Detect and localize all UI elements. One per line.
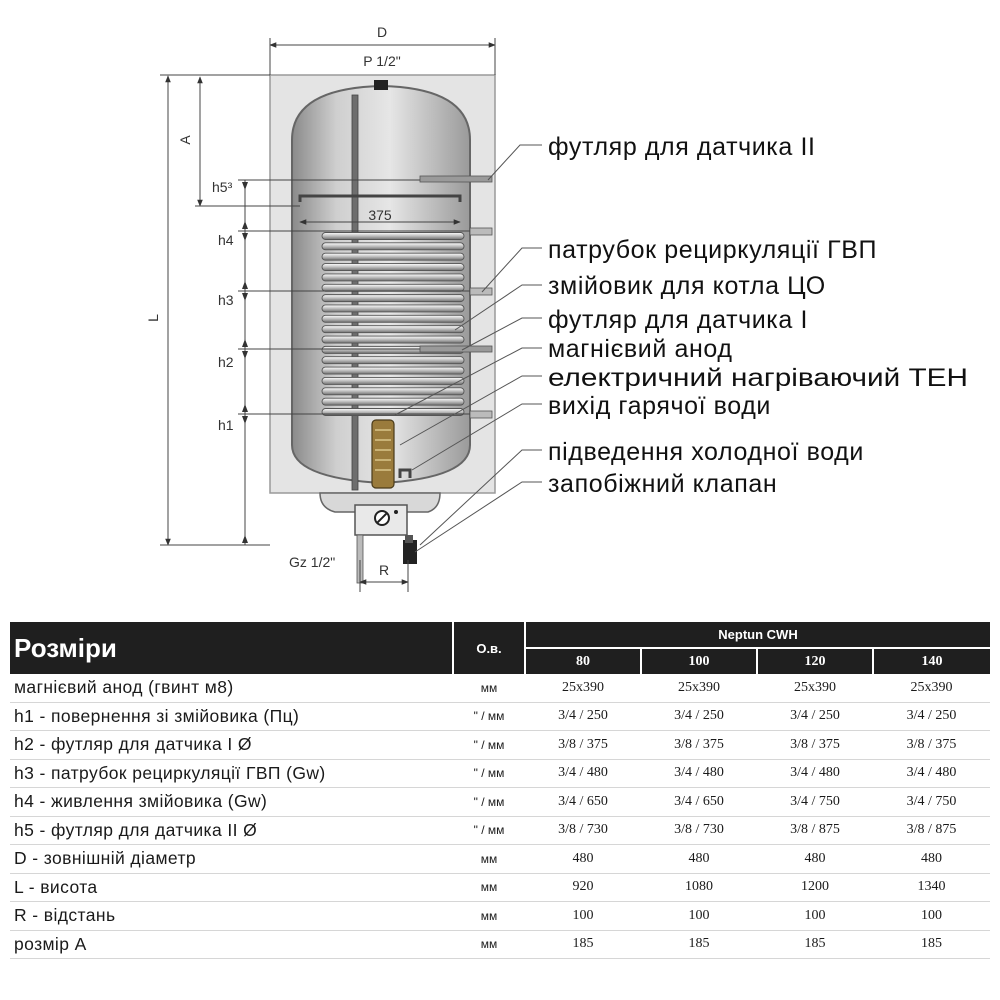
coil-turn — [322, 377, 464, 384]
param-value: 100 — [641, 902, 757, 931]
param-value: 1080 — [641, 873, 757, 902]
param-value: 25x390 — [641, 674, 757, 702]
param-value: 3/8 / 375 — [641, 731, 757, 760]
param-value: 25x390 — [525, 674, 641, 702]
param-value: 3/4 / 250 — [641, 702, 757, 731]
param-unit: " / мм — [453, 759, 525, 788]
table-row — [10, 902, 990, 931]
param-value: 185 — [641, 930, 757, 959]
param-name: h2 - футляр для датчика I Ø — [10, 731, 453, 760]
coil-turn — [322, 336, 464, 343]
dim-h5: h5³ — [212, 179, 233, 195]
unit-header: О.в. — [453, 622, 525, 674]
param-value: 3/4 / 750 — [873, 788, 990, 817]
param-value: 1340 — [873, 873, 990, 902]
coil-turn — [322, 357, 464, 364]
coil-turn — [322, 253, 464, 260]
coil-turn — [322, 295, 464, 302]
sensor-pocket-2 — [420, 176, 492, 182]
param-value: 185 — [757, 930, 873, 959]
label-sensor-pocket-2: футляр для датчика II — [548, 133, 816, 161]
param-value: 3/4 / 250 — [873, 702, 990, 731]
nozzle-h1 — [470, 411, 492, 418]
param-value: 480 — [641, 845, 757, 874]
param-value: 3/8 / 375 — [525, 731, 641, 760]
dim-h3: h3 — [218, 292, 234, 308]
param-unit: мм — [453, 873, 525, 902]
table-title: Розміри — [10, 622, 453, 674]
param-value: 3/4 / 480 — [525, 759, 641, 788]
param-unit: " / мм — [453, 816, 525, 845]
param-name: h3 - патрубок рециркуляції ГВП (Gw) — [10, 759, 453, 788]
coil-turn — [322, 274, 464, 281]
coil-turn — [322, 367, 464, 374]
label-hot-water-outlet: вихід гарячої води — [548, 392, 771, 420]
param-value: 3/8 / 875 — [757, 816, 873, 845]
param-name: R - відстань — [10, 902, 453, 931]
param-value: 185 — [873, 930, 990, 959]
param-name: розмір A — [10, 930, 453, 959]
table-row — [10, 759, 990, 788]
param-name: магнієвий анод (гвинт м8) — [10, 674, 453, 702]
param-name: L - висота — [10, 873, 453, 902]
param-value: 100 — [757, 902, 873, 931]
nozzle-h4 — [470, 228, 492, 235]
table-row — [10, 731, 990, 760]
spec-table — [10, 622, 990, 959]
table-row — [10, 788, 990, 817]
coil-turn — [322, 398, 464, 405]
anode-rod-icon — [352, 95, 358, 490]
safety-valve-icon — [403, 540, 417, 564]
dim-D: D — [376, 24, 388, 40]
volume-header: 80 — [525, 648, 641, 674]
param-value: 3/8 / 375 — [873, 731, 990, 760]
dim-A: A — [177, 135, 193, 145]
label-sensor-pocket-1: футляр для датчика I — [548, 306, 808, 334]
param-value: 3/4 / 480 — [873, 759, 990, 788]
coil-turn — [322, 305, 464, 312]
param-value: 3/4 / 480 — [757, 759, 873, 788]
param-value: 480 — [525, 845, 641, 874]
param-unit: мм — [453, 930, 525, 959]
param-value: 3/4 / 250 — [525, 702, 641, 731]
param-value: 480 — [873, 845, 990, 874]
volume-header: 100 — [641, 648, 757, 674]
dim-P: P 1/2" — [363, 53, 401, 69]
param-name: D - зовнішній діаметр — [10, 845, 453, 874]
param-unit: мм — [453, 674, 525, 702]
table-row — [10, 930, 990, 959]
table-row — [10, 873, 990, 902]
param-unit: " / мм — [453, 731, 525, 760]
param-value: 920 — [525, 873, 641, 902]
coil-turn — [322, 326, 464, 333]
label-recirculation-nozzle: патрубок рециркуляції ГВП — [548, 236, 878, 264]
param-unit: мм — [453, 845, 525, 874]
param-value: 25x390 — [757, 674, 873, 702]
param-value: 100 — [525, 902, 641, 931]
param-unit: " / мм — [453, 788, 525, 817]
param-value: 100 — [873, 902, 990, 931]
param-value: 3/8 / 875 — [873, 816, 990, 845]
param-value: 3/4 / 650 — [525, 788, 641, 817]
nozzle-h2 — [420, 346, 492, 352]
coil-turn — [322, 243, 464, 250]
coil-turn — [322, 233, 464, 240]
dim-h4: h4 — [218, 232, 234, 248]
dim-coil-width: 375 — [368, 207, 392, 223]
param-value: 25x390 — [873, 674, 990, 702]
param-value: 3/4 / 250 — [757, 702, 873, 731]
param-value: 480 — [757, 845, 873, 874]
label-electric-heater: електричний нагріваючий ТЕН — [548, 364, 968, 392]
volume-header: 120 — [757, 648, 873, 674]
label-magnesium-anode: магнієвий анод — [548, 335, 733, 363]
coil-turn — [322, 388, 464, 395]
label-coil: змійовик для котла ЦО — [548, 272, 826, 300]
param-name: h5 - футляр для датчика II Ø — [10, 816, 453, 845]
table-row — [10, 816, 990, 845]
param-unit: мм — [453, 902, 525, 931]
volume-header: 140 — [873, 648, 990, 674]
param-value: 3/4 / 750 — [757, 788, 873, 817]
table-row — [10, 702, 990, 731]
param-value: 3/4 / 480 — [641, 759, 757, 788]
param-value: 185 — [525, 930, 641, 959]
dim-Gz: Gz 1/2" — [289, 554, 336, 570]
label-safety-valve: запобіжний клапан — [548, 470, 778, 498]
param-name: h1 - повернення зі змійовика (Пц) — [10, 702, 453, 731]
param-value: 3/8 / 375 — [757, 731, 873, 760]
label-cold-water-inlet: підведення холодної води — [548, 438, 864, 466]
param-value: 1200 — [757, 873, 873, 902]
param-value: 3/8 / 730 — [525, 816, 641, 845]
model-header: Neptun CWH — [525, 622, 990, 648]
table-row — [10, 845, 990, 874]
coil-turn — [322, 315, 464, 322]
dim-h2: h2 — [218, 354, 234, 370]
dim-L: L — [145, 314, 161, 322]
dim-R: R — [378, 562, 390, 578]
param-name: h4 - живлення змійовика (Gw) — [10, 788, 453, 817]
dim-h1: h1 — [218, 417, 234, 433]
top-fitting — [374, 80, 388, 90]
coil-turn — [322, 264, 464, 271]
spec-table-body — [10, 674, 990, 959]
table-row — [10, 674, 990, 702]
nozzle-h3 — [470, 288, 492, 295]
param-value: 3/4 / 650 — [641, 788, 757, 817]
param-value: 3/8 / 730 — [641, 816, 757, 845]
coil-turn — [322, 284, 464, 291]
param-unit: " / мм — [453, 702, 525, 731]
